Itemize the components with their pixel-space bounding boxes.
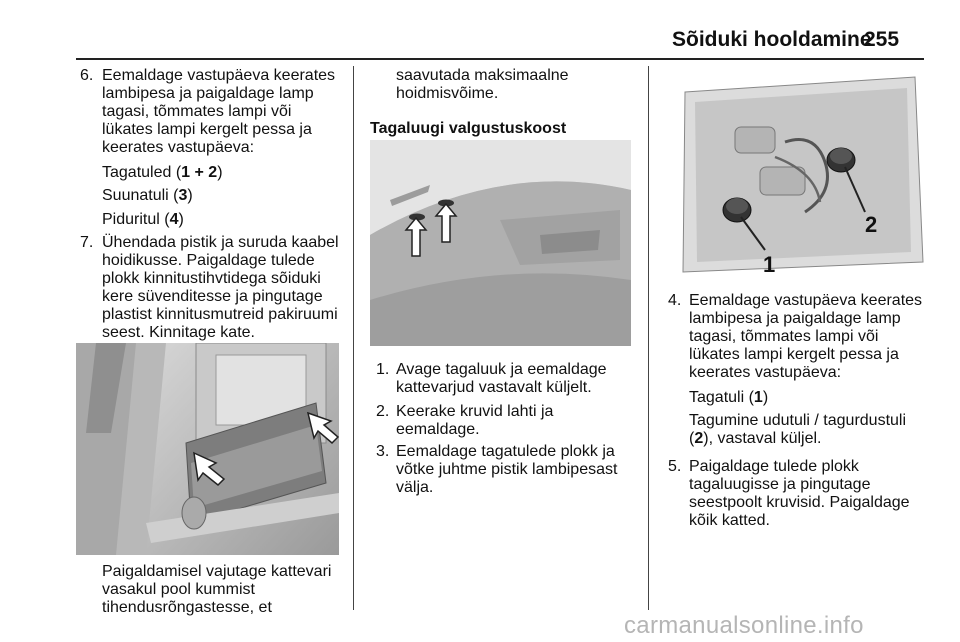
text-line: Keerake kruvid lahti ja [396,403,554,420]
section-heading: Tagaluugi valgustuskoost [370,120,567,137]
step-number: 3. [376,443,390,460]
text-line: Ühendada pistik ja suruda kaabel [102,234,339,251]
text-line: tagasi, tõmmates lampi või [689,328,879,345]
text-line: kere süvenditesse ja pingutage [102,288,323,305]
text-line: tagasi, tõmmates lampi või [102,103,292,120]
text-line: kattevarjud vastavalt küljelt. [396,379,592,396]
section-title: Sõiduki hooldamine [672,28,872,51]
text-line: vasakul pool kummist [102,581,255,598]
sub-item: Suunatuli (3) [102,187,193,204]
text-line: saavutada maksimaalne [396,67,569,84]
text-line: Eemaldage vastupäeva keerates [689,292,923,309]
step-number: 1. [376,361,390,378]
text-line: keerates vastupäeva: [102,139,255,156]
text-line: hoidmisvõime. [396,85,499,102]
text-line: Paigaldamisel vajutage kattevari [102,563,332,580]
figure-label-2: 2 [865,212,878,237]
watermark: carmanualsonline.info [624,612,864,639]
sub-item: Tagatuli (1) [689,389,769,406]
sub-item: Tagatuled (1 + 2) [102,164,223,181]
step-number: 7. [80,234,94,251]
page-header [0,0,960,60]
text-line: tagaluugisse ja pingutage [689,476,871,493]
step-number: 2. [376,403,390,420]
sub-item: Tagumine udutuli / tagurdustuli (2), vastaval küljel. [689,412,907,447]
step-number: 5. [668,458,682,475]
text-line: plastist kinnitusmutreid pakiruumi [102,306,338,323]
text-line: kõik katted. [689,512,770,529]
column-divider-1 [353,66,354,610]
text-line: lambipesa ja paigaldage lamp [689,310,901,327]
text-line: Avage tagaluuk ja eemaldage [396,361,607,378]
text-line: seest. Kinnitage kate. [102,324,255,341]
text-line: lambipesa ja paigaldage lamp [102,85,314,102]
figure-caption [102,563,350,617]
page-number: 255 [864,28,900,51]
text-line: hoidikusse. Paigaldage tulede [102,252,315,269]
text-line: välja. [396,479,434,496]
caption-continuation [396,67,646,103]
text-line: Paigaldage tulede plokk [689,458,859,475]
figure-lamp-sockets [665,72,925,277]
text-line: plokk kinnitustihvtidega sõiduki [102,270,321,287]
text-line: lükates lampi kergelt pessa ja [102,121,312,138]
text-line: lükates lampi kergelt pessa ja [689,346,899,363]
text-line: Eemaldage tagatulede plokk ja [396,443,615,460]
text-line: keerates vastupäeva: [689,364,842,381]
text-line: eemaldage. [396,421,480,438]
text-line: Eemaldage vastupäeva keerates [102,67,336,84]
step-number: 6. [80,67,94,84]
step-number: 4. [668,292,682,309]
figure-tailgate [370,140,631,346]
text-line: seestpoolt kruvisid. Paigaldage [689,494,910,511]
sub-item: Piduritul (4) [102,211,184,228]
column-divider-2 [648,66,649,610]
figure-cover-install [76,343,339,555]
text-line: võtke juhtme pistik lambipesast [396,461,618,478]
header-rule [76,58,924,60]
text-line: tihendusrõngastesse, et [102,599,272,616]
figure-label-1: 1 [763,252,776,277]
